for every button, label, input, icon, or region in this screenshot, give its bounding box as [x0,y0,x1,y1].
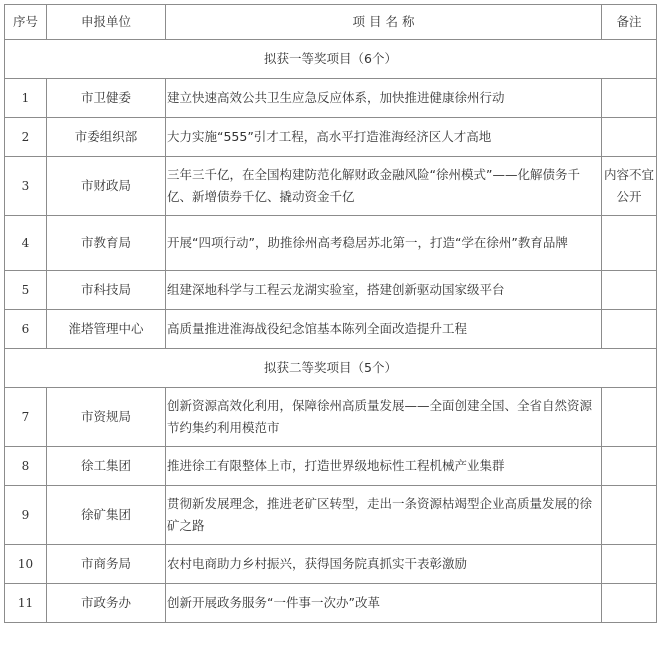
table-row [5,118,657,157]
header-unit: 申报单位 [47,5,166,40]
row-project: 建立快速高效公共卫生应急反应体系，加快推进健康徐州行动 [166,79,602,118]
row-project: 组建深地科学与工程云龙湖实验室，搭建创新驱动国家级平台 [166,271,602,310]
section-title: 拟获二等奖项目（5个） [5,349,657,388]
row-project: 开展“四项行动”，助推徐州高考稳居苏北第一，打造“学在徐州”教育品牌 [166,216,602,271]
row-index: 5 [5,271,47,310]
row-index: 10 [5,545,47,584]
row-note [602,216,657,271]
header-project: 项 目 名 称 [166,5,602,40]
row-note: 内容不宜公开 [602,157,657,216]
row-project: 创新资源高效化利用，保障徐州高质量发展——全面创建全国、全省自然资源节约集约利用模范市 [166,388,602,447]
row-unit: 市政务办 [47,584,166,623]
row-index: 4 [5,216,47,271]
row-index: 8 [5,447,47,486]
header-note: 备注 [602,5,657,40]
section-row [5,349,657,388]
table-row [5,216,657,271]
table-row [5,388,657,447]
row-unit: 市资规局 [47,388,166,447]
row-index: 7 [5,388,47,447]
row-project: 高质量推进淮海战役纪念馆基本陈列全面改造提升工程 [166,310,602,349]
row-project: 大力实施“555”引才工程，高水平打造淮海经济区人才高地 [166,118,602,157]
row-note [602,486,657,545]
table-row [5,545,657,584]
row-note [602,584,657,623]
table-row [5,271,657,310]
row-note [602,545,657,584]
row-unit: 市财政局 [47,157,166,216]
section-row [5,40,657,79]
row-unit: 淮塔管理中心 [47,310,166,349]
row-unit: 市委组织部 [47,118,166,157]
table-row [5,447,657,486]
award-projects-table [4,4,657,623]
row-index: 1 [5,79,47,118]
row-project: 农村电商助力乡村振兴，获得国务院真抓实干表彰激励 [166,545,602,584]
row-unit: 徐矿集团 [47,486,166,545]
section-title: 拟获一等奖项目（6个） [5,40,657,79]
row-note [602,79,657,118]
table-row [5,310,657,349]
row-unit: 徐工集团 [47,447,166,486]
row-index: 2 [5,118,47,157]
row-unit: 市教育局 [47,216,166,271]
row-index: 3 [5,157,47,216]
row-index: 6 [5,310,47,349]
table-row [5,79,657,118]
table-row [5,584,657,623]
row-unit: 市卫健委 [47,79,166,118]
row-unit: 市科技局 [47,271,166,310]
row-note [602,310,657,349]
row-note [602,447,657,486]
row-project: 推进徐工有限整体上市，打造世界级地标性工程机械产业集群 [166,447,602,486]
row-unit: 市商务局 [47,545,166,584]
row-project: 创新开展政务服务“一件事一次办”改革 [166,584,602,623]
header-index: 序号 [5,5,47,40]
table-row [5,486,657,545]
row-note [602,388,657,447]
table-row [5,157,657,216]
row-note [602,118,657,157]
row-project: 贯彻新发展理念，推进老矿区转型，走出一条资源枯竭型企业高质量发展的徐矿之路 [166,486,602,545]
table-header-row [5,5,657,40]
row-note [602,271,657,310]
row-index: 9 [5,486,47,545]
row-project: 三年三千亿，在全国构建防范化解财政金融风险“徐州模式”——化解债务千亿、新增债券千亿、撬动资金千亿 [166,157,602,216]
row-index: 11 [5,584,47,623]
